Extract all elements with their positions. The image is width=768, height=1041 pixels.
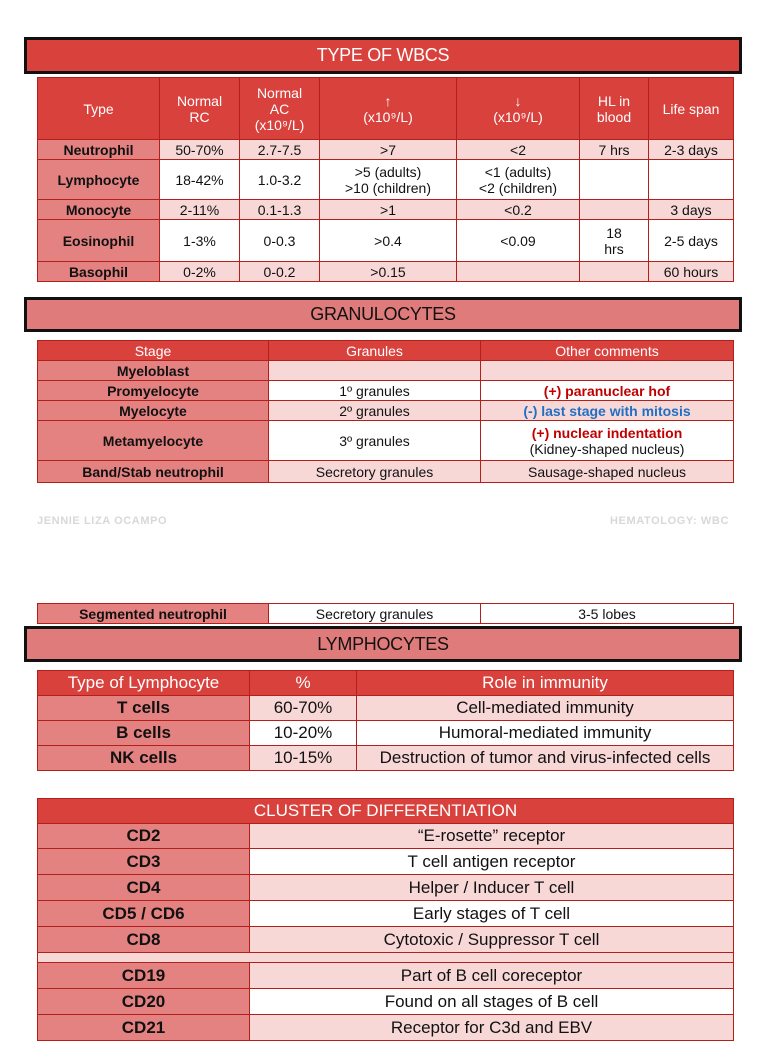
table-row: CD3 T cell antigen receptor — [38, 849, 734, 875]
col-increased: ↑ (x10⁹/L) — [320, 78, 457, 140]
granulocytes-banner — [24, 297, 742, 332]
table-row: CD20 Found on all stages of B cell — [38, 989, 734, 1015]
footer-subject: HEMATOLOGY: WBC — [610, 515, 729, 527]
table-row: Segmented neutrophil Secretory granules 3-5 lobes — [38, 604, 734, 624]
table-row: NK cells 10-15% Destruction of tumor and virus-infected cells — [38, 746, 734, 771]
table-row: Basophil 0-2% 0-0.2 >0.15 60 hours — [38, 262, 734, 282]
table-row: Promyelocyte 1º granules (+) paranuclear hof — [38, 381, 734, 401]
table-row: T cells 60-70% Cell-mediated immunity — [38, 696, 734, 721]
table-row: CD5 / CD6 Early stages of T cell — [38, 901, 734, 927]
lymphocytes-header-row: Type of Lymphocyte % Role in immunity — [38, 671, 734, 696]
table-row: CD19 Part of B cell coreceptor — [38, 963, 734, 989]
lymphocytes-banner — [24, 626, 742, 662]
table-row: CD4 Helper / Inducer T cell — [38, 875, 734, 901]
cd-header-row — [38, 799, 734, 824]
table-row: CD8 Cytotoxic / Suppressor T cell — [38, 927, 734, 953]
lymphocytes-table — [37, 670, 734, 771]
granulocytes-table — [37, 340, 734, 483]
footer-author: JENNIE LIZA OCAMPO — [37, 515, 168, 527]
table-row: Lymphocyte 18-42% 1.0-3.2 >5 (adults) >10 (children) <1 (adults) <2 (children) — [38, 160, 734, 200]
col-half-life: HL in blood — [580, 78, 649, 140]
table-row: Myelocyte 2º granules (-) last stage with mitosis — [38, 401, 734, 421]
wbc-types-title: TYPE OF WBCS — [316, 45, 450, 65]
down-arrow-icon: ↓ — [514, 92, 522, 109]
table-row: Monocyte 2-11% 0.1-1.3 >1 <0.2 3 days — [38, 200, 734, 220]
col-life-span: Life span — [649, 78, 734, 140]
table-row: CD2 “E-rosette” receptor — [38, 824, 734, 849]
table-row: B cells 10-20% Humoral-mediated immunity — [38, 721, 734, 746]
wbc-header-row — [38, 78, 734, 140]
table-row: CD21 Receptor for C3d and EBV — [38, 1015, 734, 1041]
granulocytes-title: GRANULOCYTES — [310, 304, 456, 324]
table-row: Eosinophil 1-3% 0-0.3 >0.4 <0.09 18 hrs 2-5 days — [38, 220, 734, 262]
table-row: Myeloblast — [38, 361, 734, 381]
table-row: Band/Stab neutrophil Secretory granules Sausage-shaped nucleus — [38, 461, 734, 483]
col-type: Type — [38, 78, 160, 140]
up-arrow-icon: ↑ — [384, 92, 392, 109]
wbc-types-table — [37, 77, 734, 282]
granulocytes-continued-table — [37, 603, 734, 624]
col-normal-ac: Normal AC (x10⁹/L) — [240, 78, 320, 140]
lymphocytes-title: LYMPHOCYTES — [317, 633, 449, 654]
cd-title: CLUSTER OF DIFFERENTIATION — [38, 799, 734, 824]
granulocytes-header-row: Stage Granules Other comments — [38, 341, 734, 361]
cd-separator-row — [38, 953, 734, 963]
table-row: Neutrophil 50-70% 2.7-7.5 >7 <2 7 hrs 2-3 days — [38, 140, 734, 160]
col-normal-rc: Normal RC — [160, 78, 240, 140]
col-decreased: ↓ (x10⁹/L) — [457, 78, 580, 140]
wbc-types-banner — [24, 37, 742, 74]
table-row: Metamyelocyte 3º granules (+) nuclear indentation (Kidney-shaped nucleus) — [38, 421, 734, 461]
cd-table — [37, 798, 734, 1041]
